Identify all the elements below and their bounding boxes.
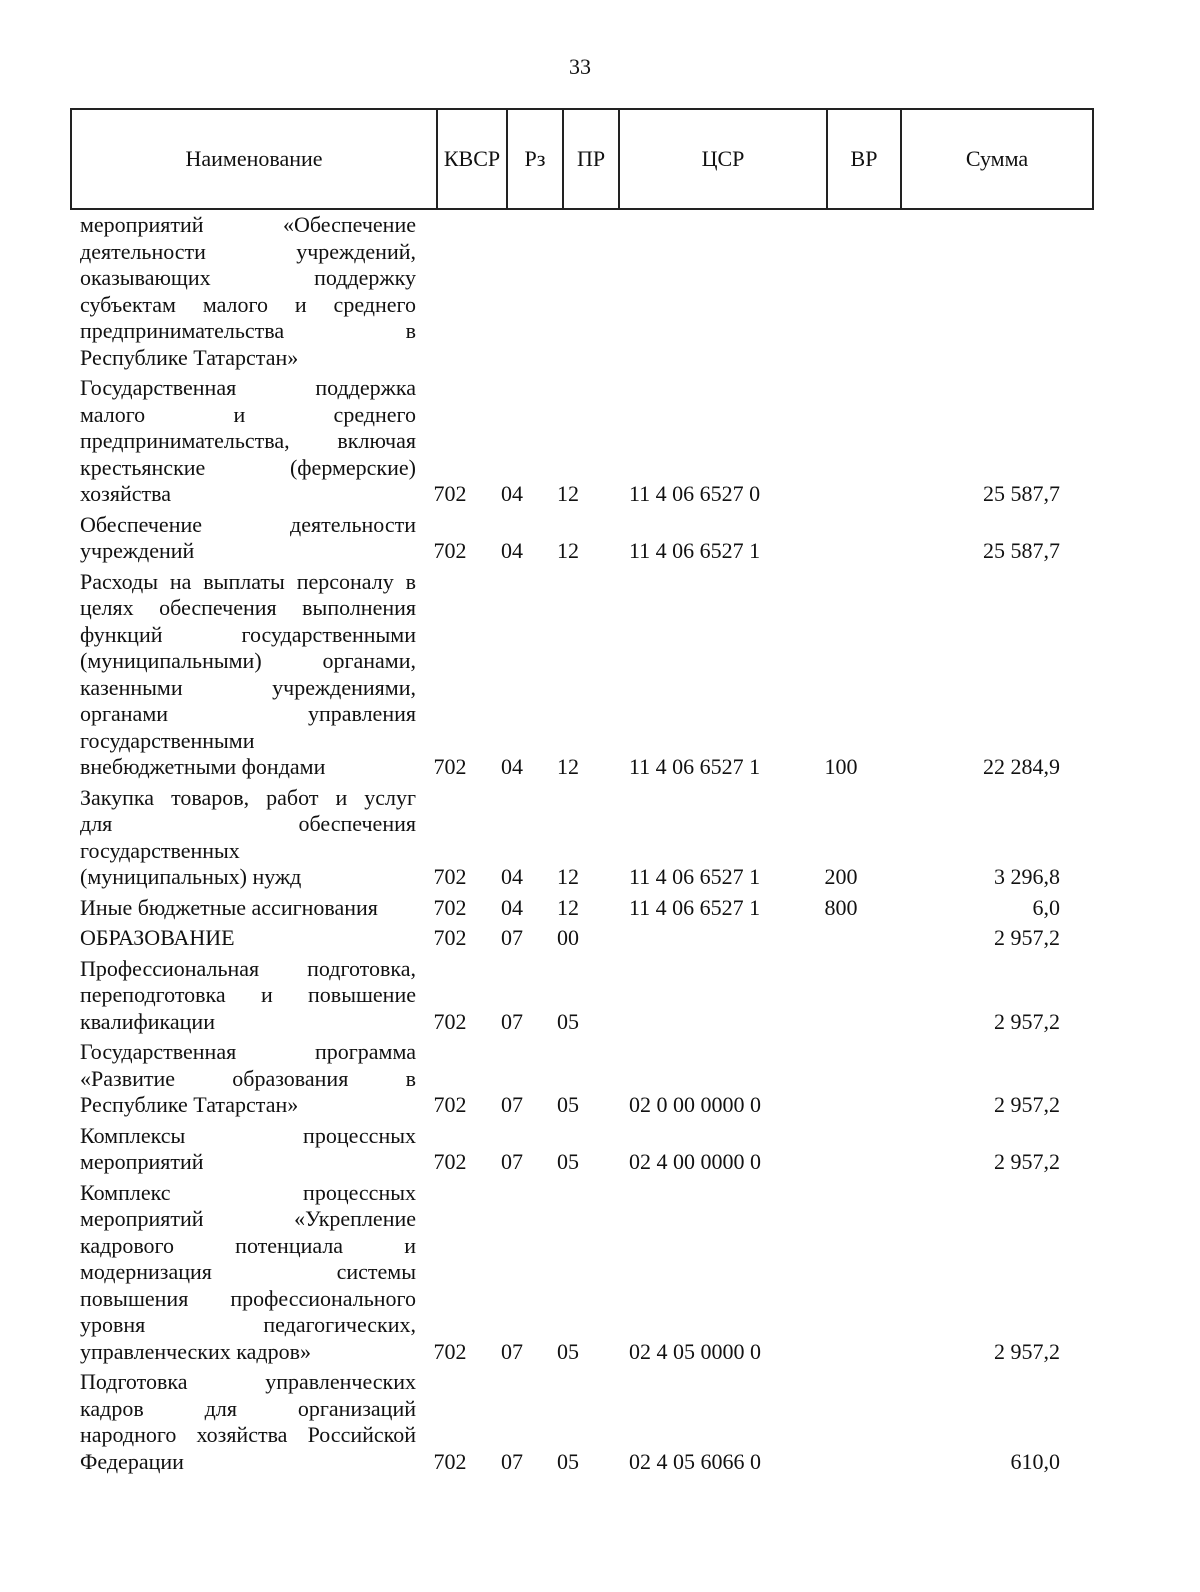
row-name-line: «Развитие образования в — [80, 1065, 416, 1091]
row-sum: 2 957,2 — [994, 1092, 1060, 1117]
row-name — [70, 569, 416, 781]
row-name — [70, 895, 416, 922]
row-pr: 05 — [557, 1448, 579, 1474]
row-name-line: модернизация системы — [80, 1259, 416, 1284]
row-name — [70, 1123, 416, 1176]
row-csr: 11 4 06 6527 1 — [629, 754, 761, 779]
row-pr: 12 — [557, 894, 579, 920]
row-csr: 02 4 05 6066 0 — [629, 1448, 761, 1474]
header-name: Наименование — [71, 109, 437, 209]
row-name-line: внебюджетными фондами — [80, 754, 326, 779]
row-name-line: хозяйства — [80, 481, 171, 506]
row-csr: 11 4 06 6527 1 — [629, 538, 761, 563]
row-name-line: субъектам малого и среднего — [80, 291, 416, 317]
row-sum: 6,0 — [1032, 894, 1060, 920]
page-number: 33 — [569, 54, 591, 79]
table-row — [70, 1039, 1094, 1119]
table-row — [70, 569, 1094, 781]
row-name — [70, 956, 416, 1036]
row-name-line: государственных — [80, 837, 240, 863]
row-csr: 02 0 00 0000 0 — [629, 1092, 761, 1117]
row-rz: 04 — [501, 864, 523, 889]
row-kvsr: 702 — [433, 1338, 467, 1364]
row-name-line: кадрового потенциала и — [80, 1232, 416, 1258]
row-name — [70, 212, 416, 371]
row-rz: 07 — [501, 1448, 523, 1474]
table-row — [70, 785, 1094, 891]
row-rz: 04 — [501, 894, 523, 920]
row-name-line: предпринимательства в — [80, 318, 416, 343]
row-name-line: кадров для организаций — [80, 1395, 416, 1421]
row-name-line: предпринимательства, включая — [80, 428, 416, 453]
row-pr: 00 — [557, 925, 579, 950]
row-name-line: Профессиональная подготовка, — [80, 955, 416, 981]
row-name-line: органами управления — [80, 701, 416, 726]
row-kvsr: 702 — [433, 754, 467, 779]
row-rz: 04 — [501, 481, 523, 506]
row-name — [70, 1180, 416, 1366]
row-name — [70, 1039, 416, 1119]
row-kvsr: 702 — [433, 864, 467, 889]
header-vr: ВР — [827, 109, 901, 209]
row-name-line: управленческих кадров» — [80, 1338, 311, 1364]
row-pr: 05 — [557, 1149, 579, 1174]
row-name-line: Закупка товаров, работ и услуг — [80, 784, 416, 810]
header-csr: ЦСР — [619, 109, 827, 209]
header-rz: Рз — [507, 109, 563, 209]
row-name — [70, 375, 416, 508]
row-rz: 07 — [501, 1092, 523, 1117]
row-name-line: Республике Татарстан» — [80, 1092, 299, 1117]
row-vr: 100 — [824, 754, 858, 779]
row-name-line: Комплекс процессных — [80, 1179, 416, 1205]
row-name-line: уровня педагогических, — [80, 1312, 416, 1337]
row-sum: 3 296,8 — [994, 864, 1060, 889]
row-name-line: мероприятий — [80, 1149, 204, 1174]
row-name — [70, 925, 416, 952]
row-csr: 02 4 05 0000 0 — [629, 1338, 761, 1364]
row-sum: 25 587,7 — [983, 538, 1060, 563]
row-name-line: деятельности учреждений, — [80, 238, 416, 264]
row-pr: 05 — [557, 1092, 579, 1117]
row-name-line: казенными учреждениями, — [80, 674, 416, 700]
row-csr: 02 4 00 0000 0 — [629, 1149, 761, 1174]
row-name-line: мероприятий «Обеспечение — [80, 212, 416, 237]
row-name-line: мероприятий «Укрепление — [80, 1206, 416, 1231]
table-header — [70, 108, 1094, 210]
header-kvsr: КВСР — [437, 109, 507, 209]
row-name-line: (муниципальных) нужд — [80, 864, 302, 889]
table-row — [70, 375, 1094, 508]
row-name-line: крестьянские (фермерские) — [80, 454, 416, 480]
row-name — [70, 785, 416, 891]
row-name-line: Республике Татарстан» — [80, 344, 299, 370]
row-kvsr: 702 — [433, 538, 467, 563]
row-name-line: (муниципальными) органами, — [80, 648, 416, 673]
row-pr: 12 — [557, 481, 579, 506]
row-name-line: Комплексы процессных — [80, 1122, 416, 1148]
row-kvsr: 702 — [433, 1092, 467, 1117]
row-name-line: Государственная поддержка — [80, 375, 416, 400]
row-rz: 07 — [501, 1008, 523, 1034]
row-name — [70, 512, 416, 565]
row-name-line: целях обеспечения выполнения — [80, 595, 416, 620]
row-sum: 610,0 — [1010, 1448, 1060, 1474]
row-sum: 2 957,2 — [994, 1338, 1060, 1364]
row-kvsr: 702 — [433, 1008, 467, 1034]
row-sum: 2 957,2 — [994, 925, 1060, 950]
row-kvsr: 702 — [433, 1149, 467, 1174]
row-rz: 07 — [501, 925, 523, 950]
header-sum: Сумма — [901, 109, 1093, 209]
row-rz: 07 — [501, 1149, 523, 1174]
row-name-line: государственными — [80, 727, 255, 753]
row-name-line: квалификации — [80, 1008, 215, 1034]
header-pr: ПР — [563, 109, 619, 209]
row-name-line: оказывающих поддержку — [80, 265, 416, 290]
row-kvsr: 702 — [433, 481, 467, 506]
table-body — [70, 212, 1094, 1479]
row-name-line: Государственная программа — [80, 1039, 416, 1064]
table-row — [70, 1180, 1094, 1366]
row-sum: 22 284,9 — [983, 754, 1060, 779]
row-name-line: народного хозяйства Российской — [80, 1422, 416, 1447]
row-sum: 2 957,2 — [994, 1008, 1060, 1034]
row-name-line: учреждений — [80, 538, 195, 563]
row-pr: 05 — [557, 1338, 579, 1364]
row-pr: 05 — [557, 1008, 579, 1034]
row-kvsr: 702 — [433, 1448, 467, 1474]
row-sum: 25 587,7 — [983, 481, 1060, 506]
table-row — [70, 925, 1094, 952]
table-row — [70, 1369, 1094, 1475]
row-sum: 2 957,2 — [994, 1149, 1060, 1174]
row-name-line: малого и среднего — [80, 401, 416, 427]
row-vr: 800 — [824, 894, 858, 920]
row-rz: 04 — [501, 754, 523, 779]
table-row — [70, 1123, 1094, 1176]
table-row — [70, 956, 1094, 1036]
row-csr: 11 4 06 6527 1 — [629, 864, 761, 889]
table-row — [70, 512, 1094, 565]
table-row — [70, 895, 1094, 922]
row-kvsr: 702 — [433, 925, 467, 950]
row-name-line: Расходы на выплаты персоналу в — [80, 568, 416, 594]
table-row — [70, 212, 1094, 371]
row-vr: 200 — [824, 864, 858, 889]
row-csr: 11 4 06 6527 1 — [629, 894, 761, 920]
row-name-line: Обеспечение деятельности — [80, 511, 416, 537]
row-name-line: для обеспечения — [80, 811, 416, 836]
row-pr: 12 — [557, 864, 579, 889]
row-kvsr: 702 — [433, 894, 467, 920]
row-name-line: повышения профессионального — [80, 1285, 416, 1311]
row-rz: 07 — [501, 1338, 523, 1364]
row-name-line: Иные бюджетные ассигнования — [80, 894, 378, 920]
row-pr: 12 — [557, 754, 579, 779]
row-name-line: функций государственными — [80, 621, 416, 647]
row-name — [70, 1369, 416, 1475]
row-pr: 12 — [557, 538, 579, 563]
row-csr: 11 4 06 6527 0 — [629, 481, 761, 506]
row-name-line: переподготовка и повышение — [80, 982, 416, 1007]
row-name-line: Подготовка управленческих — [80, 1369, 416, 1394]
row-name-line: Федерации — [80, 1448, 184, 1474]
row-name-line: ОБРАЗОВАНИЕ — [80, 925, 235, 950]
row-rz: 04 — [501, 538, 523, 563]
